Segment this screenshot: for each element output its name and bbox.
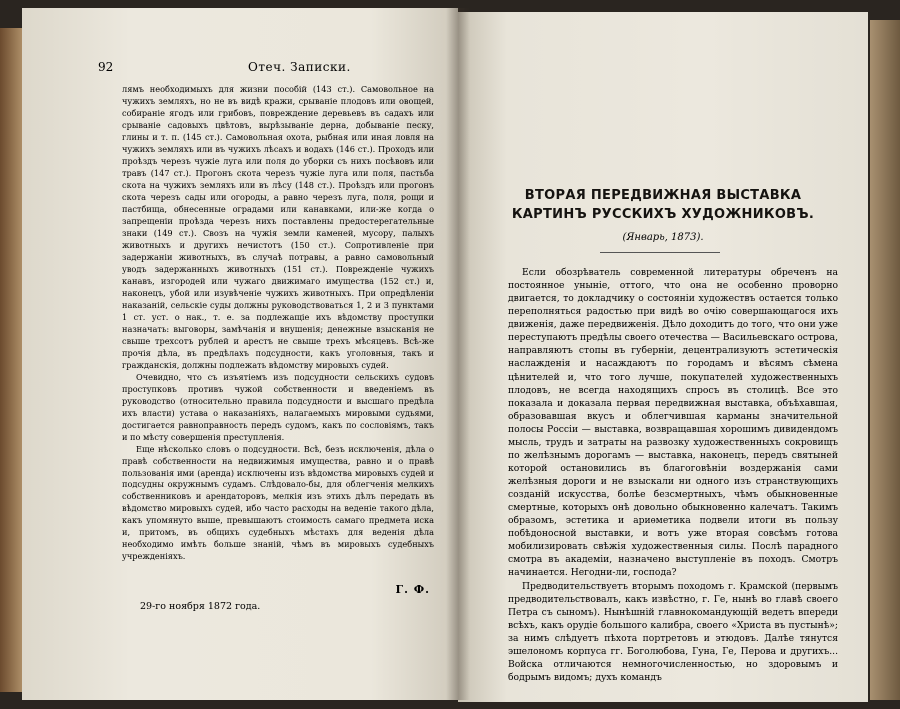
article-date: 29-го ноября 1872 года. <box>140 601 261 612</box>
paragraph: Предводительствуетъ вторымъ походомъ г. Крамской (первымъ предводительствовалъ, какъ извѣстно, г. Ге, нынѣ во главѣ своего Петра съ сыномъ). Нынѣшній главнокомандующій ведетъ впереди всѣхъ, какъ орудіе большого калибра, своего «Христа въ пустынѣ»; за нимъ слѣдуетъ пѣхота портретовъ и этюдовъ. Далѣе тянутся эшелономъ корпуса гг. Боголюбова, Гуна, Ге, Перова и другихъ... Войска отличаются немногочисленностью, но здоровымъ и бодрымъ видомъ; духъ командъ <box>508 580 838 683</box>
page-number: 92 <box>98 60 114 74</box>
paragraph: Очевидно, что съ изъятіемъ изъ подсудности сельскихъ судовъ проступковъ противъ чужой собственности и введеніемъ въ руководство (относительно правила подсудности и высшаго предѣла ихъ власти) устава о наказаніяхъ, налагаемыхъ мировыми судьями, достигается равноправность передъ судомъ, какъ по сословіямъ, такъ и по мѣсту совершенія преступленія. <box>122 371 434 442</box>
running-head: Отеч. Записки. <box>248 60 351 74</box>
article-subtitle: (Январь, 1873). <box>622 232 704 243</box>
paragraph: Еще нѣсколько словъ о подсудности. Всѣ, безъ исключенія, дѣла о правѣ собственности на недвижимыя имущества, равно и о правѣ пользованія ими (аренда) исключены изъ вѣдомства мировыхъ судей и подсудны окружнымъ судамъ. Слѣдовало-бы, для облегченія мелкихъ собственниковъ и арендаторовъ, мелкія изъ этихъ дѣлъ передать въ вѣдомство мировыхъ судей, ибо часто расходы на веденіе такого дѣла, какъ упомянуто выше, превышаютъ стоимость самаго предмета иска и, притомъ, въ общихъ судебныхъ мѣстахъ для веденія дѣла необходимо имѣть больше знаній, чѣмъ въ мировыхъ судебныхъ учрежденіяхъ. <box>122 443 434 562</box>
book-gutter <box>446 8 470 700</box>
article-signoff <box>140 583 430 623</box>
paragraph: лямъ необходимыхъ для жизни пособій (143 ст.). Самовольное на чужихъ земляхъ, но не въ видѣ кражи, срываніе плодовъ или овощей, собираніе ягодъ или грибовъ, повреждение деревьевъ въ садахъ или срываніе садовыхъ цвѣтовъ, вырѣзываніе дерна, добываніе песку, глины и т. п. (145 ст.). Самовольная охота, рыбная или иная ловля на чужихъ земляхъ или въ чужихъ лѣсахъ и водахъ (146 ст.). Проходъ или проѣздъ черезъ чужіе луга или поля до уборки съ нихъ посѣвовъ или травъ (147 ст.). Прогонъ скота черезъ чужіе луга или поля, пастьба скота на чужихъ земляхъ или въ лѣсу (148 ст.). Проѣздъ или прогонъ скота черезъ сады или огороды, а равно черезъ луга, поля, рощи и пастбища, обнесенные оградами или канавками, или-же когда о запрещеніи проѣзда черезъ нихъ поставлены предостерегательные знаки (149 ст.). Свозъ на чужія земли каменей, мусору, палыхъ животныхъ и другихъ нечистотъ (150 ст.). Сопротивленіе при задержаніи животныхъ, въ случаѣ потравы, а равно самовольный уводъ задержанныхъ животныхъ (151 ст.). Поврежденіе чужихъ канавъ, изгородей или чужаго движимаго имущества (152 ст.) и, наконецъ, убой или изувѣченіе чужихъ животныхъ. При опредѣленіи наказаній, сельскіе суды должны руководствоваться 1, 2 и 3 пунктами 1 ст. уст. о нак., т. е. за подлежащіе ихъ вѣдомству проступки назначать: выговоры, замѣчанія и внушенія; денежные взысканія не свыше трехсотъ рублей и арестъ не свыше трехъ мѣсяцевъ. Всѣ-же прочія дѣла, въ предѣлахъ подсудности, какъ уголовныя, такъ и гражданскія, должны подлежать вѣдомству мировыхъ судей. <box>122 84 434 370</box>
author-signature: Г. Ф. <box>395 583 430 596</box>
right-page-body <box>508 266 838 684</box>
article-title: ВТОРАЯ ПЕРЕДВИЖНАЯ ВЫСТАВКА КАРТИНЪ РУССКИХЪ ХУДОЖНИКОВЪ. <box>511 188 815 222</box>
left-page-body <box>122 84 434 563</box>
title-rule <box>600 252 720 253</box>
book-edge-right <box>870 20 900 700</box>
left-page-header <box>98 60 438 80</box>
paragraph: Если обозрѣватель современной литературы обреченъ на постоянное уныніе, оттого, что она не особенно проворно двигается, то докладчику о состояніи художествъ остается только переполняться радостью при видѣ во очію совершающагося ихъ движенія, даже передвиженія. Дѣло доходитъ до того, что они уже переступаютъ предѣлы своего отечества — Васильевскаго острова, направляютъ стопы въ губерніи, децентрализуютъ эстетическія наслажденія и насаждаютъ по городамъ и вѣсямъ сѣмена цѣнителей и, что того лучше, покупателей художественныхъ плодовъ, не всегда находящихъ спросъ въ столицѣ. Все это показала и доказала первая передвижная выставка, объѣхавшая, образовавшая вкусъ и облегчившая карманы значительной полосы Россіи — выставка, возвращавшая хорошимъ дивидендомъ мысль, трудъ и затраты на развозку художественныхъ сокровищъ по желѣзнымъ дорогамъ — выставка, наконецъ, передъ святыней которой остановились въ благоговѣніи воздержанія сами желѣзныя дороги и не взыскали ни одного изъ странствующихъ созданій искусства, болѣе безсмертныхъ, чѣмъ обыкновенные смертные, которыхъ онѣ довольно обыкновенно калечатъ. Такимъ образомъ, эстетика и ариѳметика подвели итоги въ пользу побѣдоносной выставки, и вотъ уже вторая совсѣмъ готова мобилизировать свѣжія художественныя силы. Послѣ парадного смотра въ академіи, назначено выступленіе въ походъ. Смотръ начинается. Негодни-ли, господа? <box>508 267 839 579</box>
bleed-through-text <box>490 82 840 182</box>
